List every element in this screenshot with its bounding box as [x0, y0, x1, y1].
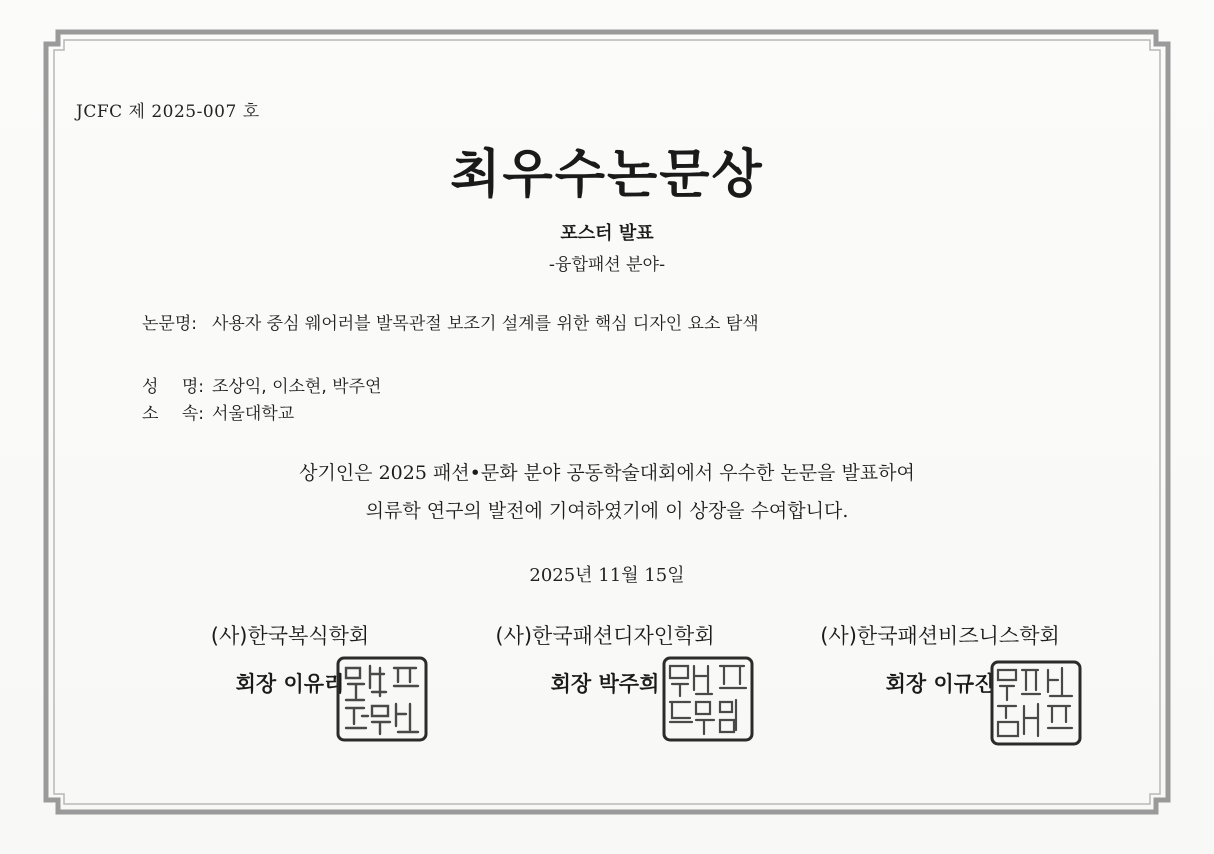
document-number: JCFC 제 2025-007 호 — [76, 102, 260, 122]
paper-title-row — [142, 309, 759, 334]
name-row — [142, 372, 381, 397]
award-category: 포스터 발표 — [560, 223, 654, 244]
seal-stamp-2 — [662, 656, 754, 742]
award-field: -융합패션 분야- — [548, 255, 666, 275]
signer-org: (사)한국패션디자인학회 — [495, 624, 715, 648]
signer-org: (사)한국복식학회 — [210, 624, 370, 648]
paper-title: 사용자 중심 웨어러블 발목관절 보조기 설계를 위한 핵심 디자인 요소 탐색 — [212, 314, 759, 334]
affiliation-row — [142, 399, 294, 424]
signer-president: 회장 이유리 — [235, 672, 345, 696]
award-title: 최우수논문상 — [450, 145, 764, 205]
signer-president: 회장 박주희 — [550, 672, 660, 696]
seal-stamp-1 — [336, 656, 428, 742]
recipient-names: 조상익, 이소현, 박주연 — [212, 377, 382, 397]
affiliation-label: 소 속: — [142, 404, 204, 424]
paper-title-label: 논문명: — [142, 314, 197, 334]
seal-stamp-3 — [990, 660, 1082, 746]
citation-line-1: 상기인은 2025 패션•문화 분야 공동학술대회에서 우수한 논문을 발표하여 — [299, 462, 915, 484]
citation-line-2: 의류학 연구의 발전에 기여하였기에 이 상장을 수여합니다. — [365, 500, 849, 522]
affiliation: 서울대학교 — [212, 404, 295, 424]
award-date: 2025년 11월 15일 — [529, 565, 685, 586]
signer-president: 회장 이규진 — [885, 672, 995, 696]
signer-org: (사)한국패션비즈니스학회 — [820, 624, 1060, 648]
name-label: 성 명: — [142, 377, 204, 397]
